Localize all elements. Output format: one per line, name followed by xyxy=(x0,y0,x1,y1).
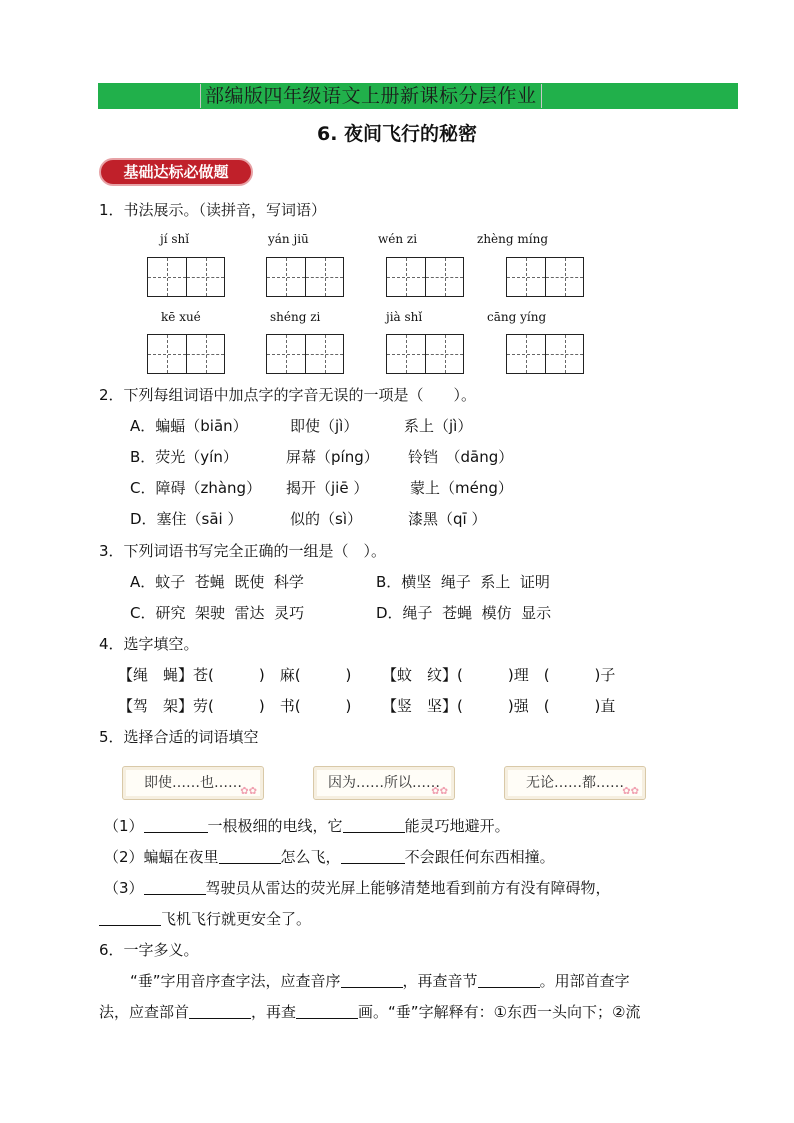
q4-row2-left: 【驾 架】劳( ) 书( ) xyxy=(118,697,352,715)
q2-a-2: 即使（jì） xyxy=(290,417,359,435)
blank[interactable] xyxy=(144,818,208,833)
pinyin-6: shéng zi xyxy=(270,310,321,324)
blank[interactable] xyxy=(99,911,161,926)
writing-grid-2[interactable] xyxy=(266,257,344,297)
writing-grid-4[interactable] xyxy=(506,257,584,297)
q5-sentence-3-cont: 飞机飞行就更安全了。 xyxy=(99,909,311,929)
q2-d-2: 似的（sì） xyxy=(290,510,362,528)
writing-grid-7[interactable] xyxy=(386,334,464,374)
banner-text: 部编版四年级语文上册新课标分层作业 xyxy=(200,84,542,108)
blank[interactable] xyxy=(219,849,281,864)
q3-option-a: A．蚊子 苍蝇 既使 科学 xyxy=(130,573,304,591)
blank[interactable] xyxy=(343,818,405,833)
flower-icon: ✿✿ xyxy=(431,786,448,797)
q4-row2-right: 【竖 坚】( )强 ( )直 xyxy=(382,697,616,715)
section-badge: 基础达标必做题 xyxy=(99,158,253,186)
q2-d-1: D．塞住（sāi ） xyxy=(130,510,243,528)
pinyin-5: kē xué xyxy=(161,310,201,324)
writing-grid-6[interactable] xyxy=(266,334,344,374)
blank[interactable] xyxy=(189,1004,251,1019)
page-title: 6. 夜间飞行的秘密 xyxy=(316,123,478,145)
q4-row1-left: 【绳 蝇】苍( ) 麻( ) xyxy=(118,666,352,684)
blank[interactable] xyxy=(341,973,403,988)
q2-c-1: C．障碍（zhàng） xyxy=(130,479,262,497)
q4-row1-right: 【蚊 纹】( )理 ( )子 xyxy=(382,666,616,684)
flower-icon: ✿✿ xyxy=(622,786,639,797)
pinyin-3: wén zi xyxy=(378,232,418,246)
q6-stem: 6．一字多义。 xyxy=(99,941,199,959)
q2-c-3: 蒙上（méng） xyxy=(410,479,513,497)
phrase-card-2 xyxy=(313,766,455,800)
q2-a-3: 系上（jì） xyxy=(404,417,473,435)
q3-option-b: B．横坚 绳子 系上 证明 xyxy=(376,573,550,591)
phrase-1: 即使……也…… xyxy=(144,775,242,791)
q1-stem: 1．书法展示。（读拼音，写词语） xyxy=(99,201,327,219)
q3-stem: 3．下列词语书写完全正确的一组是（ ）。 xyxy=(99,542,387,560)
blank[interactable] xyxy=(341,849,405,864)
writing-grid-1[interactable] xyxy=(147,257,225,297)
phrase-2: 因为……所以…… xyxy=(328,775,440,791)
writing-grid-8[interactable] xyxy=(506,334,584,374)
q4-stem: 4．选字填空。 xyxy=(99,635,199,653)
q3-option-c: C．研究 架驶 雷达 灵巧 xyxy=(130,604,305,622)
q2-a-1: A．蝙蝠（biān） xyxy=(130,417,248,435)
q6-paragraph-1: “垂”字用音序查字法，应查音序 ，再查音节 。用部首查字 xyxy=(130,972,630,990)
q6-paragraph-2: 法，应查部首 ，再查 画。“垂”字解释有：①东西一头向下；②流 xyxy=(99,1003,641,1021)
pinyin-4: zhèng míng xyxy=(477,232,549,246)
q3-option-d: D．绳子 苍蝇 模仿 显示 xyxy=(376,604,552,622)
blank[interactable] xyxy=(478,973,540,988)
writing-grid-5[interactable] xyxy=(147,334,225,374)
q5-sentence-1: （1） 一根极细的电线，它 能灵巧地避开。 xyxy=(104,817,510,835)
flower-icon: ✿✿ xyxy=(240,786,257,797)
writing-grid-3[interactable] xyxy=(386,257,464,297)
q5-sentence-2: （2）蝙蝠在夜里 怎么飞， 不会跟任何东西相撞。 xyxy=(104,848,555,866)
q2-b-2: 屏幕（píng） xyxy=(286,448,379,466)
q5-sentence-3: （3） 驾驶员从雷达的荧光屏上能够清楚地看到前方有没有障碍物， xyxy=(104,879,611,897)
blank[interactable] xyxy=(296,1004,358,1019)
q2-b-3: 铃铛 （dāng） xyxy=(408,448,514,466)
pinyin-7: jià shǐ xyxy=(386,310,423,324)
pinyin-8: cāng yíng xyxy=(487,310,547,324)
phrase-card-1 xyxy=(122,766,264,800)
q2-b-1: B．荧光（yín） xyxy=(130,448,238,466)
q2-stem: 2．下列每组词语中加点字的字音无误的一项是（ ）。 xyxy=(99,386,477,404)
pinyin-1: jí shǐ xyxy=(160,232,190,246)
phrase-card-3 xyxy=(504,766,646,800)
pinyin-2: yán jiū xyxy=(268,232,309,246)
blank[interactable] xyxy=(144,880,206,895)
q2-d-3: 漆黑（qī ） xyxy=(408,510,487,528)
phrase-3: 无论……都…… xyxy=(526,775,624,791)
q2-c-2: 揭开（jiē ） xyxy=(286,479,369,497)
q5-stem: 5．选择合适的词语填空 xyxy=(99,728,259,746)
